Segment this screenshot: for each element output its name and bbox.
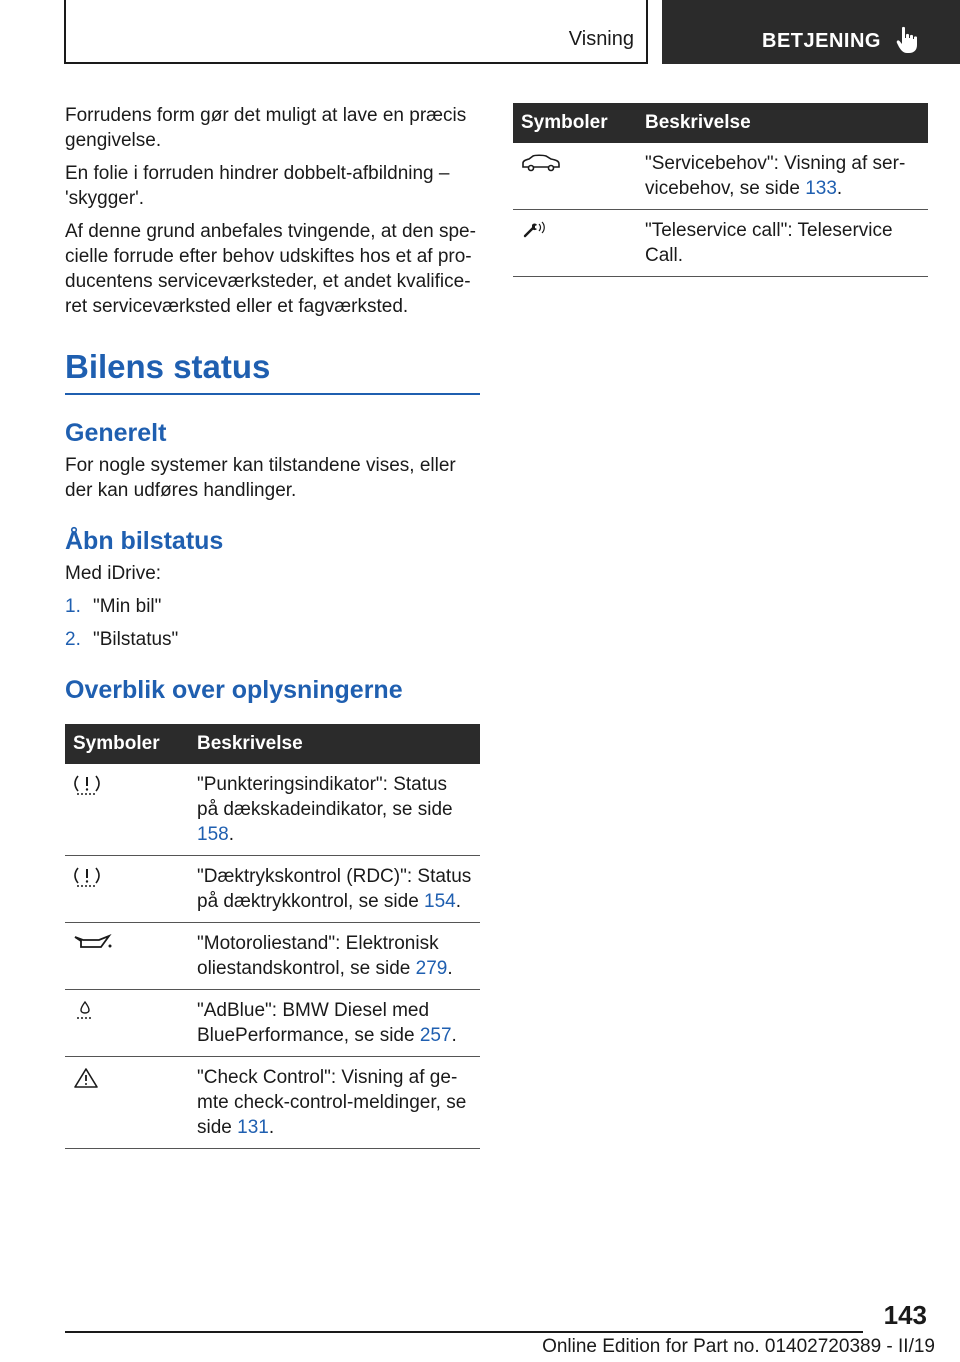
header-chapter-title: BETJENING <box>762 30 881 52</box>
step-text: "Bilstatus" <box>93 629 179 650</box>
header-section-box <box>64 0 648 64</box>
page-link[interactable]: 279 <box>415 958 448 979</box>
oil-can-icon <box>73 933 113 953</box>
page-number: 143 <box>883 1300 927 1330</box>
table-row <box>65 856 480 923</box>
row-text: "Punkteringsindikator": Status på dækskadeindikator, se side <box>197 774 453 820</box>
row-text: "Check Control": Visning af ge- mte check-control-meldinger, se side <box>197 1067 467 1138</box>
table-row <box>513 210 928 277</box>
tire-pressure-icon <box>73 866 101 888</box>
pointing-hand-icon <box>896 26 920 54</box>
table-row <box>513 143 928 210</box>
row-text-end: . <box>447 958 453 979</box>
car-service-icon <box>521 153 561 173</box>
overview-heading: Overblik over oplysningerne <box>65 676 403 704</box>
intro-paragraph-1: Forrudens form gør det muligt at lave en præcis gengivelse. <box>65 105 467 151</box>
row-text: "Servicebehov": Visning af ser- vicebehov, se side <box>645 153 906 199</box>
right-column <box>513 103 928 277</box>
col-header-description: Beskrivelse <box>637 103 928 143</box>
warning-triangle-icon <box>73 1067 99 1089</box>
left-column <box>65 103 480 1149</box>
page-link[interactable]: 133 <box>805 178 837 199</box>
intro-paragraph-2: En folie i forruden hindrer dobbelt-afbildning – 'skygger'. <box>65 163 450 209</box>
step-text: "Min bil" <box>93 596 162 617</box>
intro-paragraph-3: Af denne grund anbefales tvingende, at den spe- cielle forrude efter behov udskiftes hos et af pro- ducentens serviceværksteder, et andet kvalifice- ret serviceværksted eller et fagværksted. <box>65 221 476 317</box>
page-link[interactable]: 131 <box>237 1117 269 1138</box>
general-text: For nogle systemer kan tilstandene vises, eller der kan udføres handlinger. <box>65 455 456 501</box>
tire-warning-icon <box>73 774 101 796</box>
open-status-heading: Åbn bilstatus <box>65 527 224 555</box>
col-header-description: Beskrivelse <box>189 724 480 764</box>
row-text: "Teleservice call": Teleservice Call. <box>645 220 893 266</box>
row-text: "Motoroliestand": Elektronisk oliestandskontrol, se side <box>197 933 439 979</box>
table-row <box>65 923 480 990</box>
row-text: "AdBlue": BMW Diesel med BluePerformance, se side <box>197 1000 430 1046</box>
row-text-end: . <box>228 824 234 845</box>
open-status-intro: Med iDrive: <box>65 563 162 584</box>
table-row <box>65 764 480 856</box>
page-link[interactable]: 154 <box>424 891 456 912</box>
row-text-end: . <box>268 1117 275 1138</box>
section-title: Bilens status <box>65 347 480 395</box>
edition-text: Online Edition for Part no. 01402720389 - II/19 <box>542 1336 935 1357</box>
header-section-title: Visning <box>568 28 634 50</box>
step-item <box>65 594 480 619</box>
col-header-symbols: Symboler <box>513 103 637 143</box>
footer-divider <box>65 1331 863 1333</box>
row-text: "Dæktrykskontrol (RDC)": Status på dæktrykkontrol, se side <box>197 866 472 912</box>
step-number: 2. <box>65 629 81 650</box>
general-heading: Generelt <box>65 419 167 447</box>
col-header-symbols: Symboler <box>65 724 189 764</box>
page-link[interactable]: 158 <box>197 824 229 845</box>
right-table <box>513 103 928 277</box>
header-chapter-box <box>662 0 960 64</box>
page-link[interactable]: 257 <box>419 1025 452 1046</box>
row-text-end: . <box>836 178 843 199</box>
table-row <box>65 1057 480 1149</box>
overview-table <box>65 724 480 1149</box>
wrench-call-icon <box>521 220 547 240</box>
steps-list <box>65 594 480 652</box>
step-item <box>65 627 480 652</box>
row-text-end: . <box>455 891 462 912</box>
step-number: 1. <box>65 596 81 617</box>
adblue-icon <box>73 1000 97 1022</box>
row-text-end: . <box>451 1025 457 1046</box>
table-row <box>65 990 480 1057</box>
